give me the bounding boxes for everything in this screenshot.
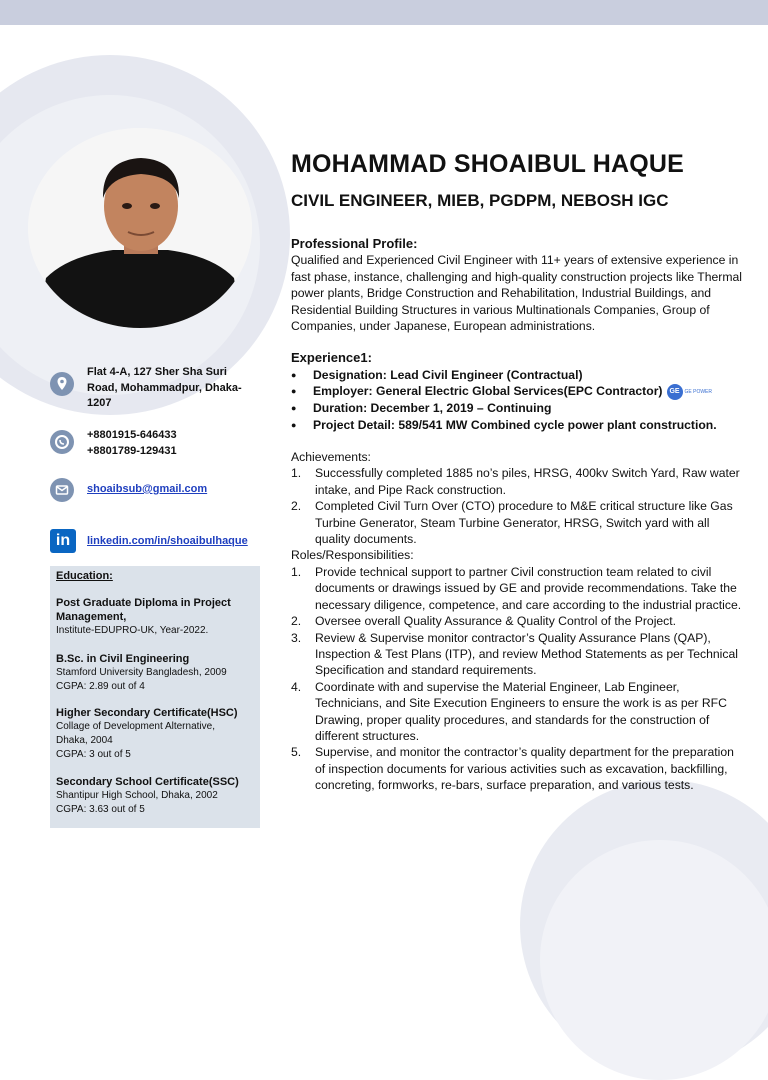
experience-item: ● Designation: Lead Civil Engineer (Contractual) — [291, 367, 746, 383]
roles-list — [291, 564, 746, 794]
top-banner — [0, 0, 768, 25]
degree-name: Higher Secondary Certificate(HSC) — [56, 707, 238, 719]
degree-name: Management, — [56, 611, 127, 623]
phone-icon — [50, 430, 74, 454]
phone-number[interactable]: +8801789-129431 — [87, 444, 177, 457]
email-link[interactable]: shoaibsub@gmail.com — [87, 483, 208, 495]
role-item: 1. Provide technical support to partner Civil construction team related to civil documents or drawings issued by GE and provide recommendations. Take the necessary diligence, competence, and care according to the industrial practice. — [291, 564, 742, 612]
candidate-name: MOHAMMAD SHOAIBUL HAQUE — [291, 150, 685, 178]
ge-logo-caption: GE POWER — [684, 388, 713, 395]
cgpa: CGPA: 3.63 out of 5 — [56, 804, 145, 815]
contact-linkedin — [50, 529, 260, 555]
achievements-list — [291, 465, 746, 547]
experience-heading: Experience1: — [291, 350, 372, 366]
institution: Shantipur High School, Dhaka, 2002 — [56, 790, 218, 801]
cgpa: CGPA: 3 out of 5 — [56, 749, 131, 760]
main-content — [291, 236, 746, 794]
contact-address — [50, 365, 260, 413]
profile-heading: Professional Profile: — [291, 236, 418, 251]
achievements-heading: Achievements: — [291, 450, 371, 465]
role-item: 5. Supervise, and monitor the contractor’s quality department for the preparation of inspection documents for various activities such as excavation, backfilling, concreting, formworks, re-bars, surface preparation, and various tests. — [291, 745, 734, 793]
institution-location: Dhaka, 2004 — [56, 735, 113, 746]
degree-name: Post Graduate Diploma in Project — [56, 597, 231, 609]
contact-email — [50, 478, 260, 504]
education-item — [56, 706, 260, 762]
linkedin-link[interactable]: linkedin.com/in/shoaibulhaque — [87, 535, 248, 547]
role-item: 2. Oversee overall Quality Assurance & Quality Control of the Project. — [291, 614, 677, 629]
education-item — [56, 775, 260, 817]
address-line: Road, Mohammadpur, Dhaka- — [87, 381, 242, 394]
experience-item: ● Duration: December 1, 2019 – Continuing — [291, 400, 746, 416]
education-section — [50, 566, 260, 828]
candidate-title: CIVIL ENGINEER, MIEB, PGDPM, NEBOSH IGC — [291, 191, 669, 210]
education-item — [56, 596, 260, 638]
linkedin-icon: in — [50, 529, 76, 553]
contact-phone — [50, 428, 260, 462]
cgpa: CGPA: 2.89 out of 4 — [56, 681, 145, 692]
address-line: Flat 4-A, 127 Sher Sha Suri — [87, 366, 227, 378]
profile-photo — [28, 128, 252, 328]
education-item — [56, 652, 260, 694]
phone-number[interactable]: +8801915-646433 — [87, 429, 177, 441]
institution: Stamford University Bangladesh, 2009 — [56, 667, 227, 678]
decorative-circle — [540, 840, 768, 1080]
achievement-item: 2. Completed Civil Turn Over (CTO) procedure to M&E critical structure like Gas Turbine Generator, Steam Turbine Generator, HRSG, Switch yard with all quality documents. — [291, 499, 733, 547]
institution: Collage of Development Alternative, — [56, 721, 215, 732]
address-line: 1207 — [87, 397, 112, 409]
experience-item: ● Project Detail: 589/541 MW Combined cycle power plant construction. — [291, 417, 746, 433]
experience-list — [291, 367, 746, 433]
education-heading: Education: — [56, 570, 113, 582]
profile-text: Qualified and Experienced Civil Engineer with 11+ years of extensive experience in fast phase, instance, challenging and high-quality construction projects like Thermal power plants, Bridge Construction and Rehabilitation, Industrial Buildings, and Residential Building Structures in various Multinationals Companies, Group of Companies, under Japanese, European administrations. — [291, 253, 742, 334]
role-item: 3. Review & Supervise monitor contractor’s Quality Assurance Plans (QAP), Inspection & Test Plans (ITP), and review Method Statements as per Technical Specification and standard requirements. — [291, 630, 738, 678]
roles-heading: Roles/Responsibilities: — [291, 548, 414, 563]
ge-logo-icon: GE — [667, 384, 683, 400]
degree-name: Secondary School Certificate(SSC) — [56, 776, 239, 788]
location-icon — [50, 372, 74, 396]
email-icon — [50, 478, 74, 502]
role-item: 4. Coordinate with and supervise the Material Engineer, Lab Engineer, Technicians, and Site Execution Engineers to ensure the work is as per RFC Drawing, proper quality procedures, and standards for the construction of different structures. — [291, 679, 727, 743]
degree-name: B.Sc. in Civil Engineering — [56, 653, 190, 665]
achievement-item: 1. Successfully completed 1885 no’s piles, HRSG, 400kv Switch Yard, Raw water intake, and Pipe Rack construction. — [291, 466, 740, 497]
experience-item: ● Employer: General Electric Global Services(EPC Contractor) GE GE POWER — [291, 383, 746, 400]
institution: Institute-EDUPRO-UK, Year-2022. — [56, 625, 209, 636]
